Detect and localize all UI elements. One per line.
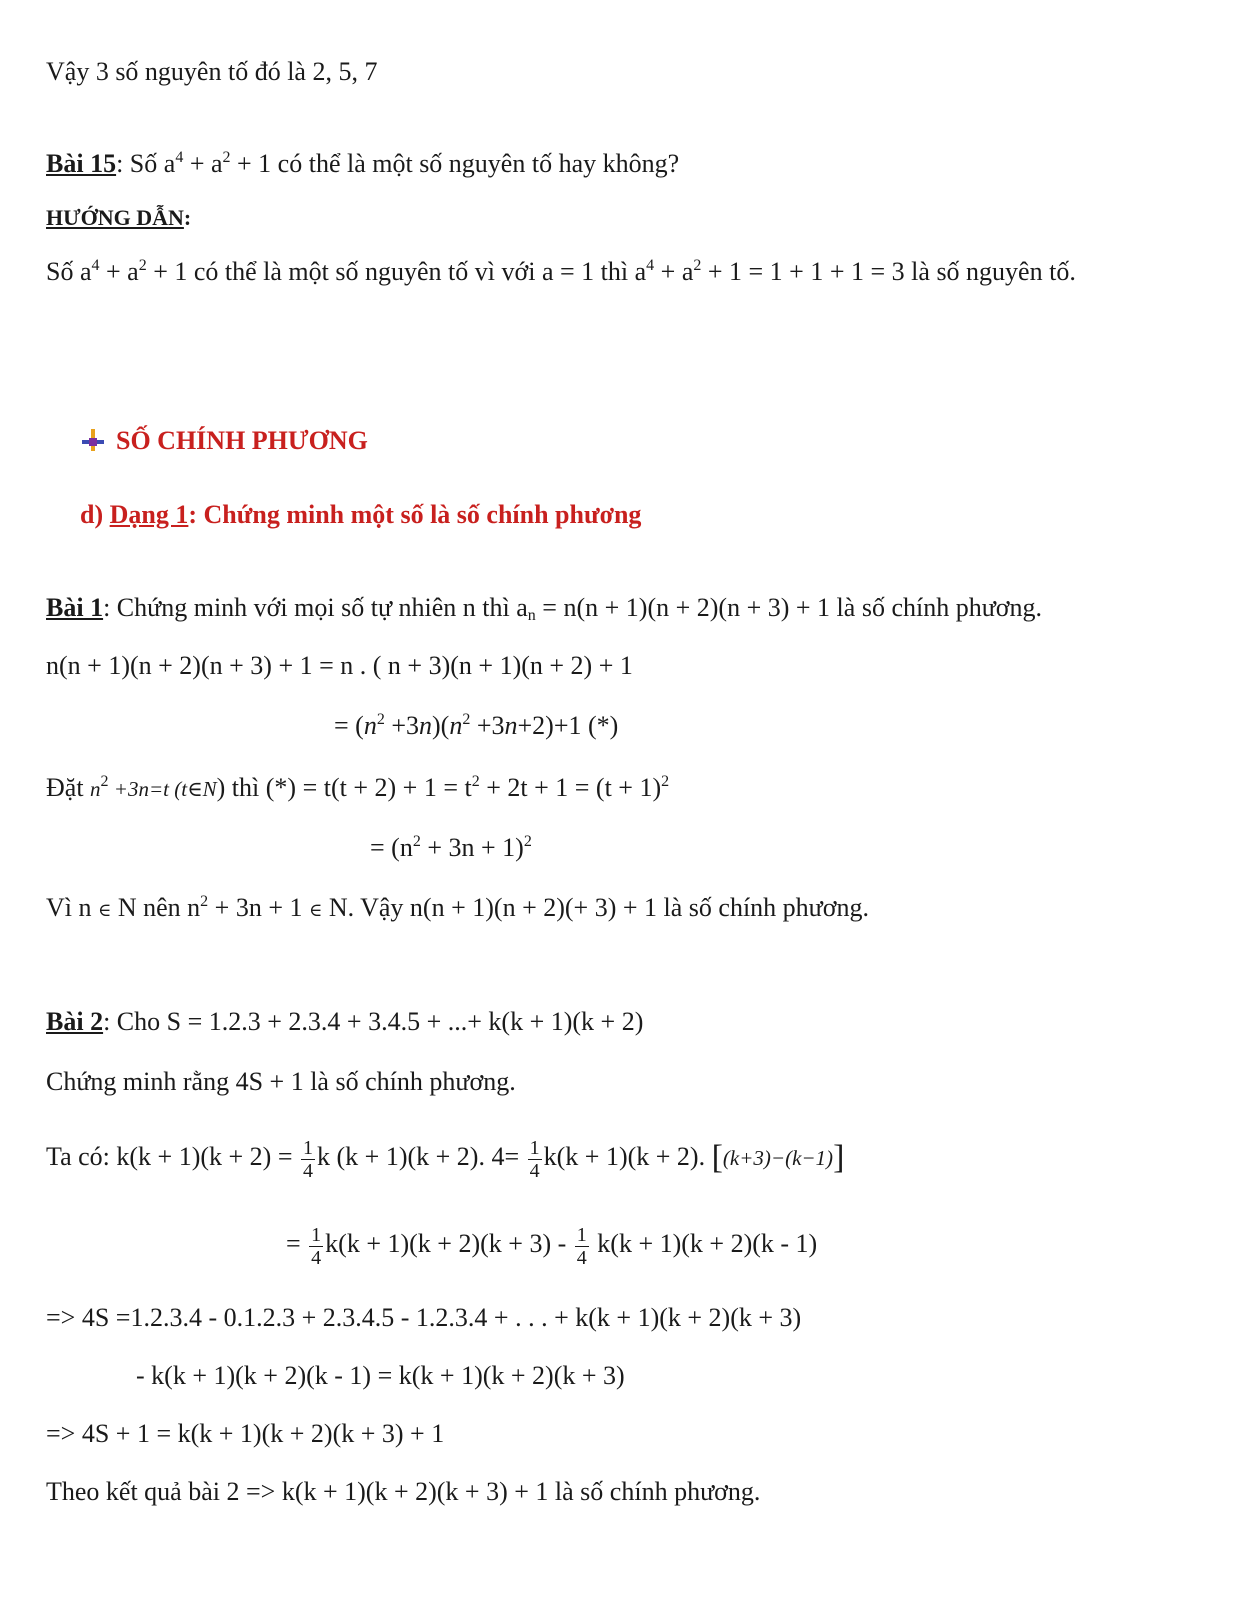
bai1-conclusion: Vì n ∈ N nên $n^2 + 3n + 1$ ∈ N. Vậy n(n + 1)(n + 2)(+ 3) + 1 là số chính phương. (46, 893, 870, 922)
fraction-one-quarter: $\frac{1}{4}$ (311, 1223, 322, 1269)
bai2-step3: => 4S =1.2.3.4 - 0.1.2.3 + 2.3.4.5 - 1.2.3.4 + . . . + k(k + 1)(k + 2)(k + 3) (46, 1303, 802, 1332)
bai15-answer: Số $a^4 + a^2 + 1$ có thể là một số nguyên tố vì với a = 1 thì $a^4 + a^2 + 1 = 1 + 1 + 1 = 3$ là số nguyên tố. (46, 257, 1076, 286)
huong-dan-heading: HƯỚNG DẪN: (46, 205, 192, 230)
bai15-question: Bài 15: Số $a^4 + a^2 + 1$ có thể là một số nguyên tố hay không? (46, 149, 680, 178)
bai1-label: Bài 1 (46, 593, 104, 622)
bai1-step4: = $(n^2 + 3n + 1)^2$ (370, 833, 532, 862)
bai2-label: Bài 2 (46, 1007, 104, 1036)
bai1-step2: = $(n^2 +3n)(n^2 +3n+2)+1$ (*) (334, 711, 619, 740)
bai1-step3: Đặt $n^2 +3n=t$ (t∈N) thì (*) = $t(t + 2) + 1 = t^2 + 2t + 1 = (t + 1)^2$ (46, 773, 670, 802)
bai2-question: Bài 2: Cho S = 1.2.3 + 2.3.4 + 3.4.5 + ...+ k(k + 1)(k + 2) (46, 1007, 644, 1036)
bai2-step1: Ta có: k(k + 1)(k + 2) = $\frac{1}{4}$ k (k + 1)(k + 2). 4= $\frac{1}{4}$ k(k + 1)(k + 2). [(k+3)−(k−1)] (46, 1136, 845, 1182)
bai1-question: Bài 1: Chứng minh với mọi số tự nhiên n thì $a_n = n(n + 1)(n + 2)(n + 3) + 1$ là số chính phương. (46, 593, 1043, 624)
conclusion-line: Vậy 3 số nguyên tố đó là 2, 5, 7 (46, 57, 378, 86)
fraction-one-quarter: $\frac{1}{4}$ (529, 1136, 540, 1182)
dang1-heading: d) Dạng 1: Chứng minh một số là số chính phương (80, 500, 642, 529)
fraction-one-quarter: $\frac{1}{4}$ (303, 1136, 313, 1182)
plus-bullet-icon (82, 429, 104, 451)
bai2-question-2: Chứng minh rằng 4S + 1 là số chính phương. (46, 1067, 516, 1096)
bai2-step5: => 4S + 1 = k(k + 1)(k + 2)(k + 3) + 1 (46, 1419, 445, 1448)
bai15-label: Bài 15 (46, 149, 117, 178)
section-heading: SỐ CHÍNH PHƯƠNG (82, 425, 368, 457)
fraction-one-quarter: $\frac{1}{4}$ (576, 1223, 587, 1269)
bai1-step1: n(n + 1)(n + 2)(n + 3) + 1 = n . ( n + 3)(n + 1)(n + 2) + 1 (46, 651, 633, 680)
bai2-conclusion: Theo kết quả bài 2 => k(k + 1)(k + 2)(k + 3) + 1 là số chính phương. (46, 1477, 761, 1506)
bai2-step2: = $\frac{1}{4}$ k(k + 1)(k + 2)(k + 3) - $\frac{1}{4}$ k(k + 1)(k + 2)(k - 1) (286, 1223, 818, 1269)
bai2-step4: - k(k + 1)(k + 2)(k - 1) = k(k + 1)(k + 2)(k + 3) (136, 1361, 625, 1390)
